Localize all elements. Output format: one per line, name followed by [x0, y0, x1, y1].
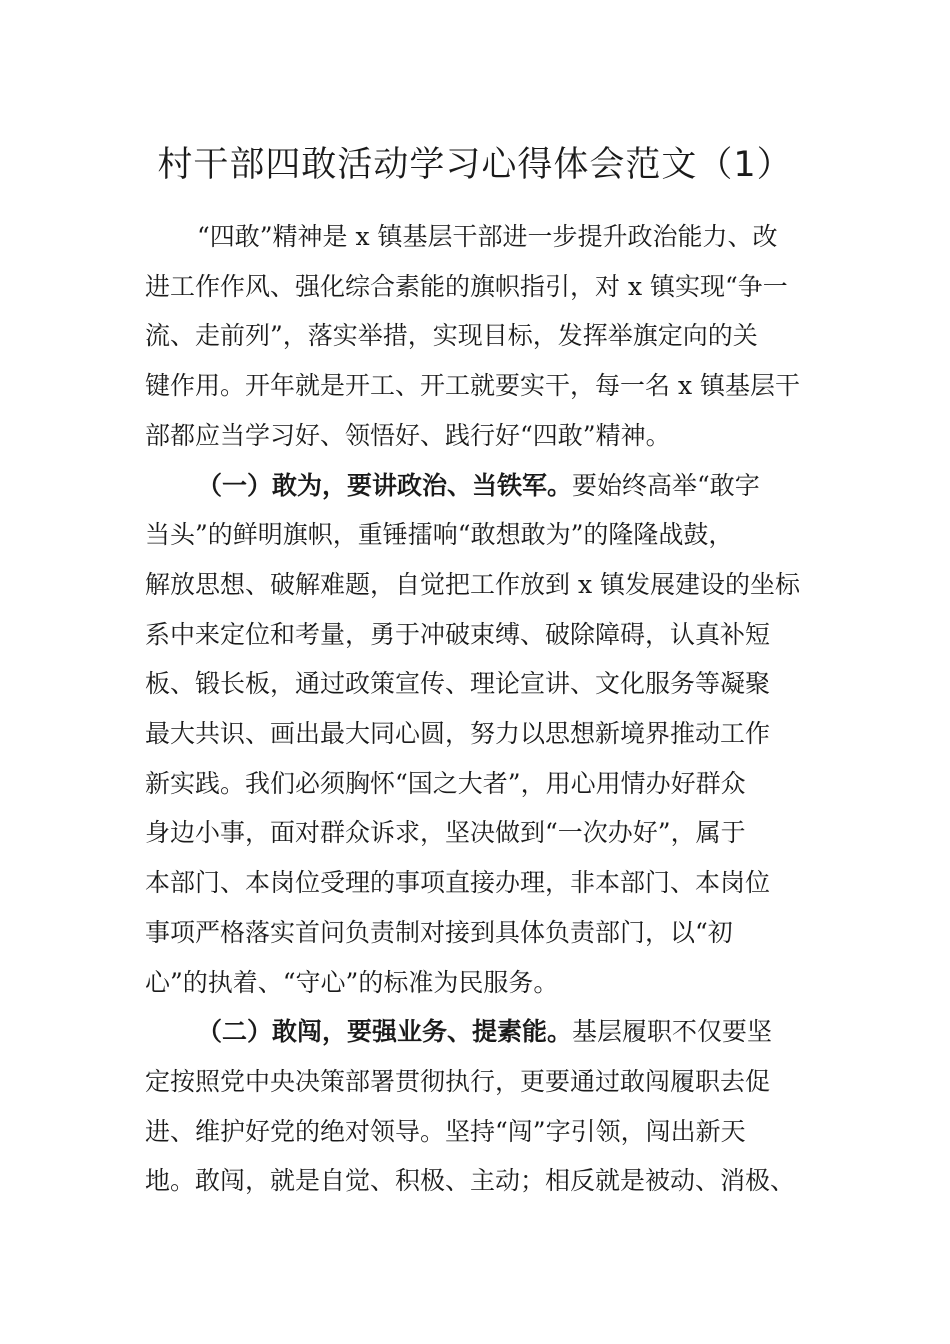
paragraph-line: 心”的执着、“守心”的标准为民服务。 [145, 967, 559, 997]
section-heading: （一）敢为，要讲政治、当铁军。 [197, 470, 573, 500]
document-title: 村干部四敢活动学习心得体会范文（1） [157, 145, 793, 185]
paragraph-line: 键作用。开年就是开工、开工就要实干，每一名 x 镇基层干 [145, 371, 800, 401]
paragraph-intro [145, 212, 813, 461]
paragraph-text: 要始终高举“敢字 [572, 470, 760, 500]
paragraph-first-line [145, 461, 813, 511]
paragraph-line: 流、走前列”，落实举措，实现目标，发挥举旗定向的关 [145, 321, 758, 351]
paragraph-line: 系中来定位和考量，勇于冲破束缚、破除障碍，认真补短 [145, 619, 771, 649]
paragraph-line: 解放思想、破解难题，自觉把工作放到 x 镇发展建设的坐标 [145, 569, 800, 599]
paragraph-line: 地。敢闯，就是自觉、积极、主动；相反就是被动、消极、 [145, 1166, 796, 1196]
paragraph-first-line [145, 1007, 813, 1057]
paragraph-line: “四敢”精神是 x 镇基层干部进一步提升政治能力、改 [197, 222, 778, 251]
paragraph-line: 身边小事，面对群众诉求，坚决做到“一次办好”，属于 [145, 818, 746, 848]
paragraph-text: 基层履职不仅要坚 [572, 1017, 773, 1047]
paragraph-line: 部都应当学习好、领悟好、践行好“四敢”精神。 [145, 420, 671, 450]
paragraph-section-2 [145, 1007, 813, 1206]
paragraph-line: 定按照党中央决策部署贯彻执行，更要通过敢闯履职去促 [145, 1066, 771, 1096]
paragraph-section-1 [145, 461, 813, 1008]
paragraph-line: 进、维护好党的绝对领导。坚持“闯”字引领，闯出新天 [145, 1116, 746, 1146]
paragraph-line: 事项严格落实首问负责制对接到具体负责部门，以“初 [145, 917, 733, 947]
section-heading: （二）敢闯，要强业务、提素能。 [197, 1017, 573, 1047]
paragraph-line: 进工作作风、强化综合素能的旗帜指引，对 x 镇实现“争一 [145, 271, 788, 301]
paragraph-line: 新实践。我们必须胸怀“国之大者”，用心用情办好群众 [145, 768, 746, 798]
paragraph-line: 最大共识、画出最大同心圆，努力以思想新境界推动工作 [145, 719, 771, 749]
paragraph-line: 板、锻长板，通过政策宣传、理论宣讲、文化服务等凝聚 [145, 669, 771, 699]
paragraph-line: 本部门、本岗位受理的事项直接办理，非本部门、本岗位 [145, 868, 771, 898]
document-body [145, 212, 813, 1206]
paragraph-line: 当头”的鲜明旗帜，重锤擂响“敢想敢为”的隆隆战鼓， [145, 520, 734, 550]
